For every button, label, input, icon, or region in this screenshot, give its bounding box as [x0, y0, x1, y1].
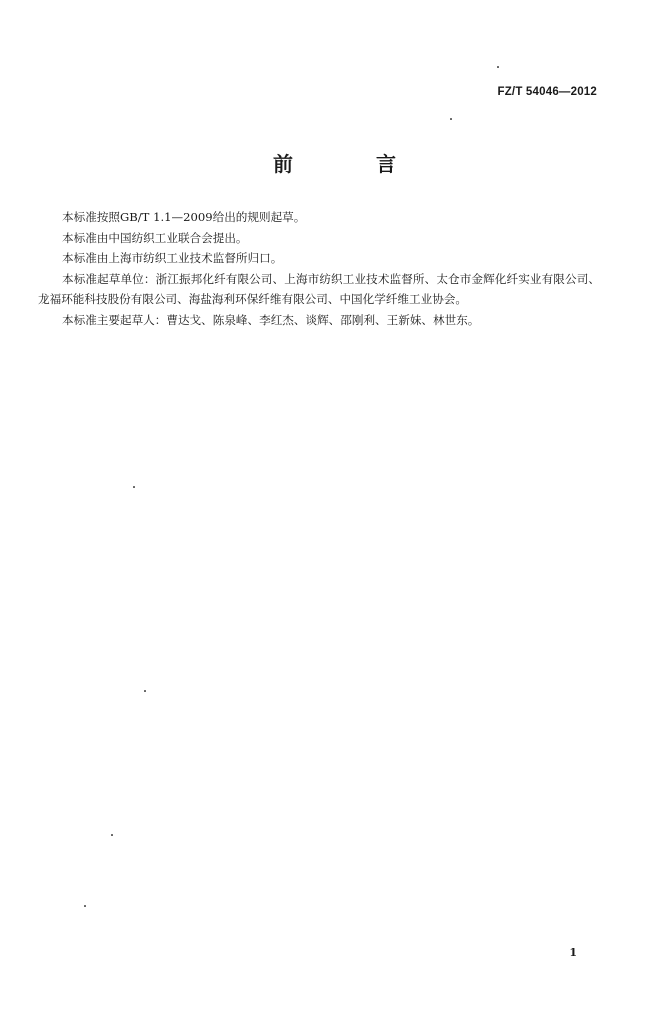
scan-speck: [497, 66, 499, 68]
scan-speck: [133, 486, 135, 488]
page-number: 1: [569, 946, 577, 959]
scan-speck: [144, 690, 146, 692]
paragraph-drafting-units: 本标准起草单位：浙江振邦化纤有限公司、上海市纺织工业技术监督所、太仓市金辉化纤实业有限公司、龙福环能科技股份有限公司、海盐海利环保纤维有限公司、中国化学纤维工业协会。: [38, 271, 600, 306]
standard-code: FZ/T 54046—2012: [497, 86, 597, 98]
paragraph-drafting-rules: 本标准按照GB/T 1.1—2009给出的规则起草。: [62, 210, 306, 224]
paragraph-proposed-by: 本标准由中国纺织工业联合会提出。: [62, 230, 248, 245]
scan-speck: [450, 118, 452, 120]
scan-speck: [111, 834, 113, 836]
paragraph-drafters: 本标准主要起草人：曹达戈、陈泉峰、李红杰、谈辉、邵刚利、王新妹、林世东。: [62, 312, 480, 327]
paragraph-centralized-by: 本标准由上海市纺织工业技术监督所归口。: [62, 251, 283, 265]
page-title: 前 言: [273, 152, 434, 176]
scan-speck: [84, 905, 86, 907]
foreword-body: [38, 207, 600, 330]
